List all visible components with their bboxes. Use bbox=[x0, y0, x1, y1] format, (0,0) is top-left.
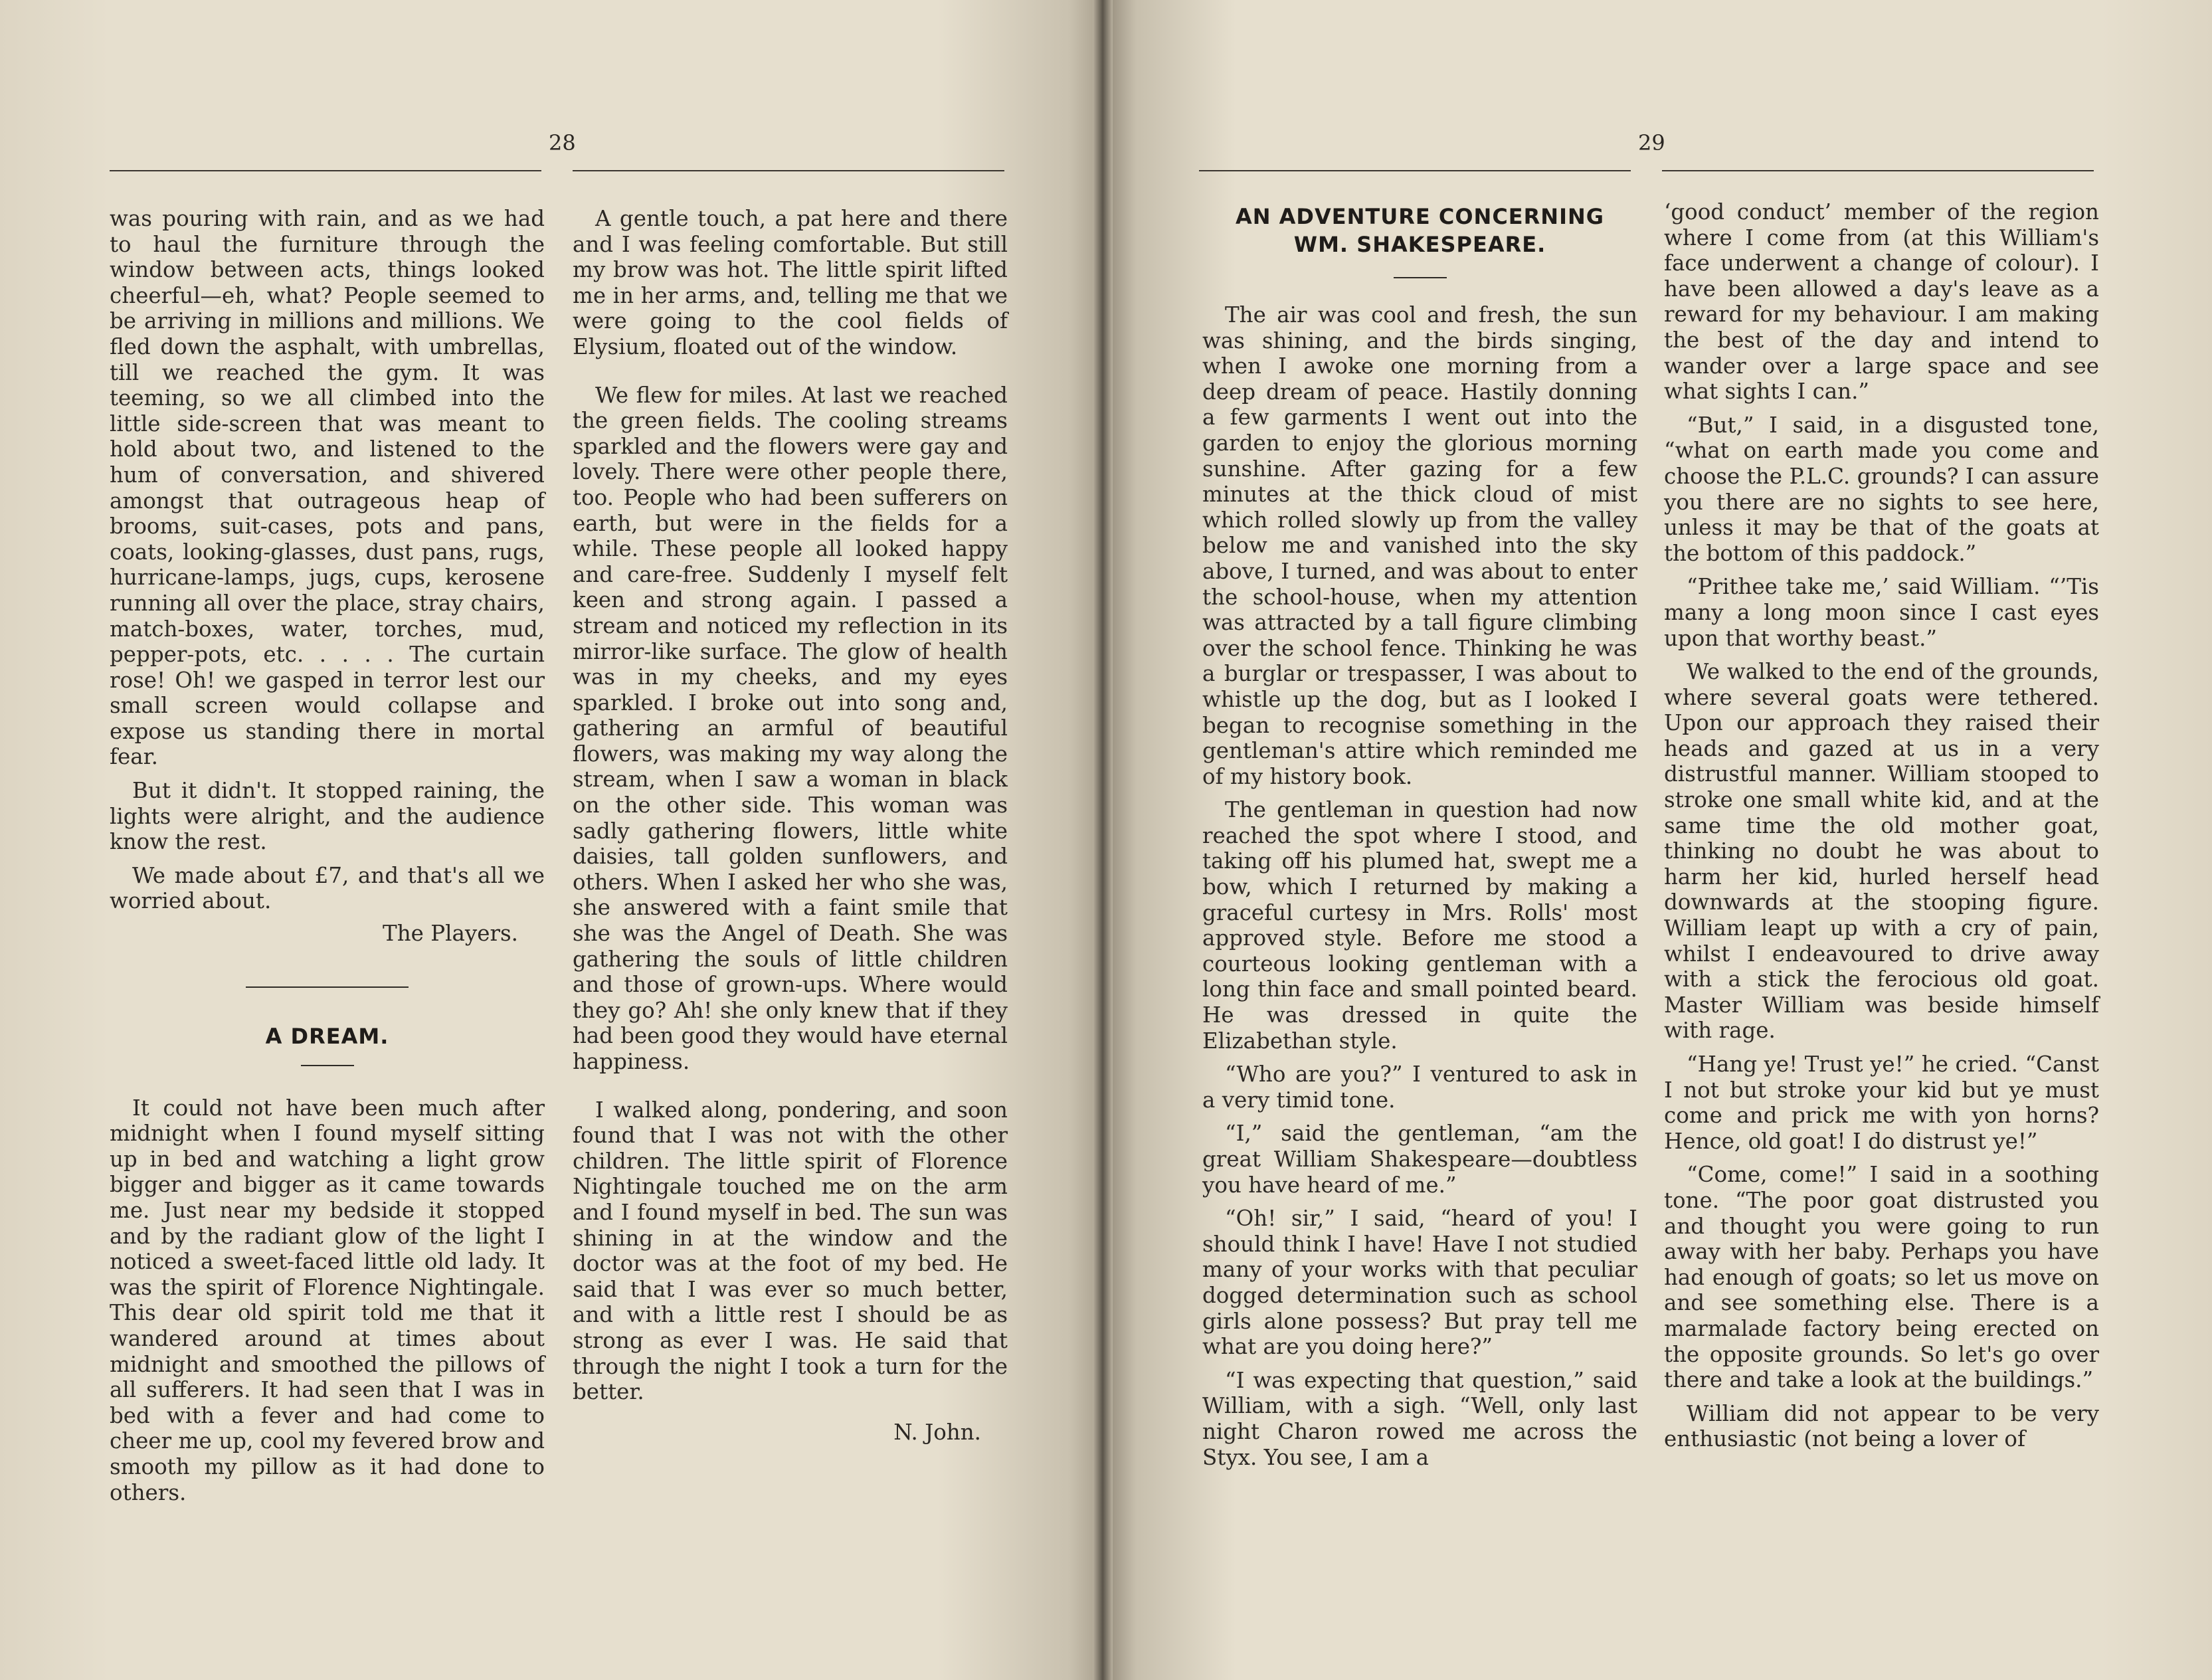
adventure-paragraph-10: We walked to the end of the grounds, where several goats were tethered. Upon our approach they raised their heads and gazed at us in a very distrustful manner. William stooped to stroke one small white kid, and at the same time the old mother goat, thinking no doubt he was about to harm her kid, hurled herself head downwards at the stooping figure. William leapt up with a cry of pain, whilst I endeavoured to drive away with a stick the ferocious old goat. Master William was beside himself with rage. bbox=[1664, 659, 2099, 1044]
adventure-paragraph-12: “Come, come!” I said in a soothing tone. “The poor goat distrusted you and thought you were going to run away with her baby. Perhaps you have had enough of goats; so let us move on and see something else. There is a marmalade factory being erected on the opposite grounds. So let's go over there and take a look at the buildings.” bbox=[1664, 1162, 2099, 1393]
page-number-28: 28 bbox=[549, 130, 576, 155]
adventure-paragraph-3: “Who are you?” I ventured to ask in a very timid tone. bbox=[1202, 1062, 1637, 1113]
adventure-paragraph-8: “But,” I said, in a disgusted tone, “what on earth made you come and choose the P.L.C. grounds? I can assure you there are no sights to see here, unless it may be that of the goats at the bottom of this paddock.” bbox=[1664, 412, 2099, 566]
players-paragraph-3: We made about £7, and that's all we worried about. bbox=[110, 862, 545, 914]
dream-paragraph-3: We flew for miles. At last we reached the green fields. The cooling streams sparkled and the flowers were gay and lovely. There were other people there, too. People who had been sufferers on earth, but were in the fields for a while. These people all looked happy and care-free. Suddenly I myself felt keen and strong again. I passed a stream and noticed my reflection in its mirror-like surface. The glow of health was in my cheeks, and my eyes sparkled. I broke out into song and, gathering an armful of beautiful flowers, was making my way along the stream, when I saw a woman in black on the other side. This woman was sadly gathering flowers, little white daisies, tall golden sunflowers, and others. When I asked her who she was, she answered with a faint smile that she was the Angel of Death. She was gathering the souls of little children and those of grown-ups. Where would they go? Ah! she only knew that if they had been good they would have eternal happiness. bbox=[573, 382, 1008, 1074]
adventure-title-line-1: AN ADVENTURE CONCERNING bbox=[1235, 204, 1605, 229]
adventure-title-rule bbox=[1394, 277, 1447, 278]
adventure-paragraph-11: “Hang ye! Trust ye!” he cried. “Canst I not but stroke your kid but ye must come and prick me with yon horns? Hence, old goat! I do distrust ye!” bbox=[1664, 1052, 2099, 1154]
header-rule-left-2 bbox=[573, 170, 1004, 171]
players-paragraph-2: But it didn't. It stopped raining, the lights were alright, and the audience know the rest. bbox=[110, 778, 545, 855]
adventure-paragraph-5: “Oh! sir,” I said, “heard of you! I should think I have! Have I not studied many of your works with that peculiar dogged determination such as school girls alone possess? But pray tell me what are you doing here?” bbox=[1202, 1206, 1637, 1360]
page-number-29: 29 bbox=[1638, 130, 1665, 155]
dream-title-rule bbox=[301, 1065, 354, 1066]
right-page-column-1 bbox=[1202, 203, 1637, 1470]
section-divider bbox=[246, 986, 409, 988]
dream-signature: N. John. bbox=[893, 1419, 981, 1445]
dream-paragraph-1: It could not have been much after midnight when I found myself sitting up in bed and watching a light grow bigger and bigger as it came towards me. Just near my bedside it stopped and by the radiant glow of the light I noticed a sweet-faced little old lady. It was the spirit of Florence Nightingale. This dear old spirit told me that it wandered around at times about midnight and smoothed the pillows of all sufferers. It had seen that I was in bed with a fever and had come to cheer me up, cool my fevered brow and smooth my pillow as it had done to others. bbox=[110, 1095, 545, 1505]
adventure-paragraph-4: “I,” said the gentleman, “am the great William Shakespeare—doubtless you have heard of me.” bbox=[1202, 1121, 1637, 1198]
right-page-column-2 bbox=[1664, 199, 2099, 1452]
dream-title: A DREAM. bbox=[265, 1023, 389, 1049]
dream-paragraph-2: A gentle touch, a pat here and there and I was feeling comfortable. But still my brow was hot. The little spirit lifted me in her arms, and, telling me that we were going to the cool fields of Elysium, floated out of the window. bbox=[573, 206, 1008, 359]
players-signature: The Players. bbox=[383, 921, 518, 947]
left-page-column-1 bbox=[110, 206, 545, 1505]
header-rule-left-1 bbox=[110, 170, 541, 171]
dream-paragraph-4: I walked along, pondering, and soon found that I was not with the other children. The little spirit of Florence Nightingale touched me on the arm and I found myself in bed. The sun was shining in at the window and the doctor was at the foot of my bed. He said that I was ever so much better, and with a little rest I should be as strong as ever I was. He said that through the night I took a turn for the better. bbox=[573, 1097, 1008, 1405]
header-rule-right-1 bbox=[1199, 170, 1631, 171]
adventure-title-line-2: WM. SHAKESPEARE. bbox=[1293, 232, 1546, 257]
book-gutter bbox=[1093, 0, 1113, 1680]
adventure-paragraph-2: The gentleman in question had now reached the spot where I stood, and taking off his plumed hat, swept me a bow, which I returned by making a graceful curtesy in Mrs. Rolls' most approved style. Before me stood a courteous looking gentleman with a long thin face and small pointed beard. He was dressed in quite the Elizabethan style. bbox=[1202, 797, 1637, 1054]
right-page bbox=[1103, 0, 2212, 1680]
adventure-paragraph-13: William did not appear to be very enthusiastic (not being a lover of bbox=[1664, 1400, 2099, 1452]
header-rule-right-2 bbox=[1662, 170, 2094, 171]
adventure-paragraph-6: “I was expecting that question,” said William, with a sigh. “Well, only last night Charon rowed me across the Styx. You see, I am a bbox=[1202, 1367, 1637, 1470]
players-paragraph-1: was pouring with rain, and as we had to haul the furniture through the window between acts, things looked cheerful—eh, what? People seemed to be arriving in millions and millions. We fled down the asphalt, with umbrellas, till we reached the gym. It was teeming, so we all climbed into the little side-screen that was meant to hold about two, and listened to the hum of conversation, and shivered amongst that outrageous heap of brooms, suit-cases, pots and pans, coats, looking-glasses, dust pans, rugs, hurricane-lamps, jugs, cups, kerosene running all over the place, stray chairs, match-boxes, water, torches, mud, pepper-pots, etc. . . . . The curtain rose! Oh! we gasped in terror lest our small screen would collapse and expose us standing there in mortal fear. bbox=[110, 206, 545, 770]
adventure-paragraph-1: The air was cool and fresh, the sun was shining, and the birds singing, when I awoke one morning from a deep dream of peace. Hastily donning a few garments I went out into the garden to enjoy the glorious morning sunshine. After gazing for a few minutes at the thick cloud of mist which rolled slowly up from the valley below me and vanished into the sky above, I turned, and was about to enter the school-house, when my attention was attracted by a tall figure climbing over the school fence. Thinking he was a burglar or trespasser, I was about to whistle up the dog, but as I looked I began to recognise something in the gentleman's attire which reminded me of my history book. bbox=[1202, 302, 1637, 789]
adventure-paragraph-7: ‘good conduct’ member of the region where I come from (at this William's face underwent a change of colour). I have been allowed a day's leave as a reward for my behaviour. I am making the best of the day and intend to wander over a large space and see what sights I can.” bbox=[1664, 199, 2099, 405]
adventure-paragraph-9: “Prithee take me,’ said William. “’Tis many a long moon since I cast eyes upon that worthy beast.” bbox=[1664, 574, 2099, 651]
left-page-column-2 bbox=[573, 206, 1008, 1445]
left-page bbox=[0, 0, 1103, 1680]
